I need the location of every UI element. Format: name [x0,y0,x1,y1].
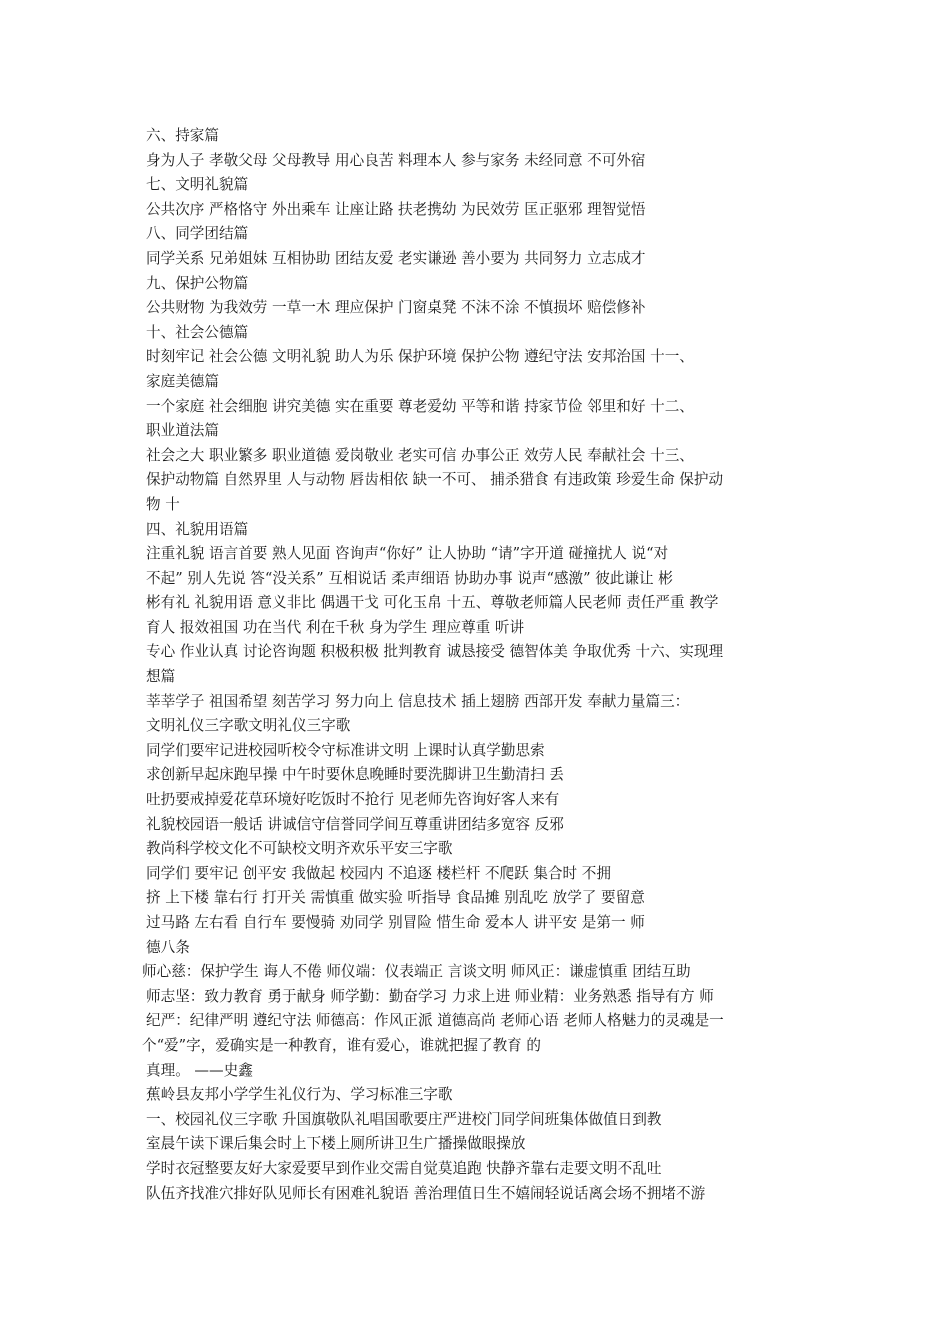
text-line: 文明礼仪三字歌文明礼仪三字歌 [146,717,351,735]
text-line: 室晨午读下课后集会时上下楼上厕所讲卫生广播操做眼操放 [146,1135,526,1153]
section-heading: 八、同学团结篇 [146,225,249,243]
text-line: 求创新早起床跑早操 中午时要休息晚睡时要洗脚讲卫生勤清扫 丢 [146,766,564,784]
text-line: 礼貌校园语一般话 讲诚信守信誉同学间互尊重讲团结多宽容 反邪 [146,815,564,833]
text-line: 真理。 ——史鑫 [146,1061,253,1079]
text-line: 专心 作业认真 讨论咨询题 积极积极 批判教育 诚恳接受 德智体美 争取优秀 十六、实现理 [146,643,724,661]
section-heading: 六、持家篇 [146,127,219,144]
text-line: 保护动物篇 自然界里 人与动物 唇齿相依 缺一不可、 捕杀猎食 有违政策 珍爱生命 保护动 [146,471,724,489]
text-line: 挤 上下楼 靠右行 打开关 需慎重 做实验 听指导 食品摊 别乱吃 放学了 要留意 [146,889,645,907]
text-line: 身为人子 孝敬父母 父母教导 用心良苦 料理本人 参与家务 未经同意 不可外宿 [146,151,646,169]
text-line: 同学们要牢记进校园听校令守标准讲文明 上课时认真学勤思索 [146,741,545,759]
text-line: 物 十 [146,495,180,513]
section-heading: 十、社会公德篇 [146,323,249,341]
text-line: 纪严：纪律严明 遵纪守法 师德高：作风正派 道德高尚 老师心语 老师人格魅力的灵魂是一 [146,1012,724,1030]
text-line: 一个家庭 社会细胞 讲究美德 实在重要 尊老爱幼 平等和谐 持家节俭 邻里和好 十二、 [146,397,694,415]
text-line: 过马路 左右看 自行车 要慢骑 劝同学 别冒险 惜生命 爱本人 讲平安 是第一 师 [146,914,645,931]
section-heading: 九、保护公物篇 [146,274,249,292]
text-line: 想篇 [146,668,176,686]
text-line: 师志坚：致力教育 勇于献身 师学勤：勤奋学习 力求上进 师业精：业务熟悉 指导有方 师 [146,987,714,1005]
text-line: 育人 报效祖国 功在当代 利在千秋 身为学生 理应尊重 听讲 [146,618,525,636]
text-line: 公共次序 严格恪守 外出乘车 让座让路 扶老携幼 为民效劳 匡正驱邪 理智觉悟 [146,200,646,218]
section-heading: 七、文明礼貌篇 [146,176,249,194]
text-line: 蕉岭县友邦小学学生礼仪行为、学习标准三字歌 [146,1086,453,1104]
text-line: 家庭美德篇 [146,372,219,390]
text-line: 同学关系 兄弟姐妹 互相协助 团结友爱 老实谦逊 善小要为 共同努力 立志成才 [146,249,646,267]
text-line: 一、校园礼仪三字歌 升国旗敬队礼唱国歌要庄严进校门同学间班集体做值日到教 [146,1110,662,1128]
text-line: 彬有礼 礼貌用语 意义非比 偶遇干戈 可化玉帛 十五、尊敬老师篇人民老师 责任严重 教学 [146,594,719,612]
section-heading: 四、礼貌用语篇 [146,520,249,538]
text-line: 同学们 要牢记 创平安 我做起 校园内 不追逐 楼栏杆 不爬跃 集合时 不拥 [146,864,611,882]
document-body [142,124,810,1206]
text-line: 不起” 别人先说 答“没关系” 互相说话 柔声细语 协助办事 说声“感激” 彼此谦让 彬 [146,569,673,587]
text-line: 社会之大 职业繁多 职业道德 爱岗敬业 老实可信 办事公正 效劳人民 奉献社会 十三、 [146,446,694,464]
text-line: 个“爱”字，爱确实是一种教育，谁有爱心，谁就把握了教育 的 [142,1036,542,1054]
text-line: 学时衣冠整要友好大家爱要早到作业交需自觉莫追跑 快静齐靠右走要文明不乱吐 [146,1159,662,1177]
text-line: 教尚科学校文化不可缺校文明齐欢乐平安三字歌 [146,840,453,858]
text-line: 时刻牢记 社会公德 文明礼貌 助人为乐 保护环境 保护公物 遵纪守法 安邦治国 十一、 [146,348,694,366]
text-line: 注重礼貌 语言首要 熟人见面 咨询声“你好” 让人协助 “请”字开道 碰撞扰人 说“对 [146,545,669,563]
text-line: 队伍齐找准穴排好队见师长有困难礼貌语 善治理值日生不嬉闹轻说话离会场不拥堵不游 [146,1184,706,1202]
text-line: 德八条 [146,938,190,956]
text-line: 吐扔要戒掉爱花草环境好吃饭时不抢行 见老师先咨询好客人来有 [146,791,560,809]
text-line: 莘莘学子 祖国希望 刻苦学习 努力向上 信息技术 插上翅膀 西部开发 奉献力量篇三： [146,692,690,710]
text-line: 职业道法篇 [146,422,219,440]
text-line: 师心慈：保护学生 诲人不倦 师仪端：仪表端正 言谈文明 师风正：谦虚慎重 团结互助 [142,963,691,981]
text-line: 公共财物 为我效劳 一草一木 理应保护 门窗桌凳 不沫不涂 不慎损坏 赔偿修补 [146,299,646,317]
